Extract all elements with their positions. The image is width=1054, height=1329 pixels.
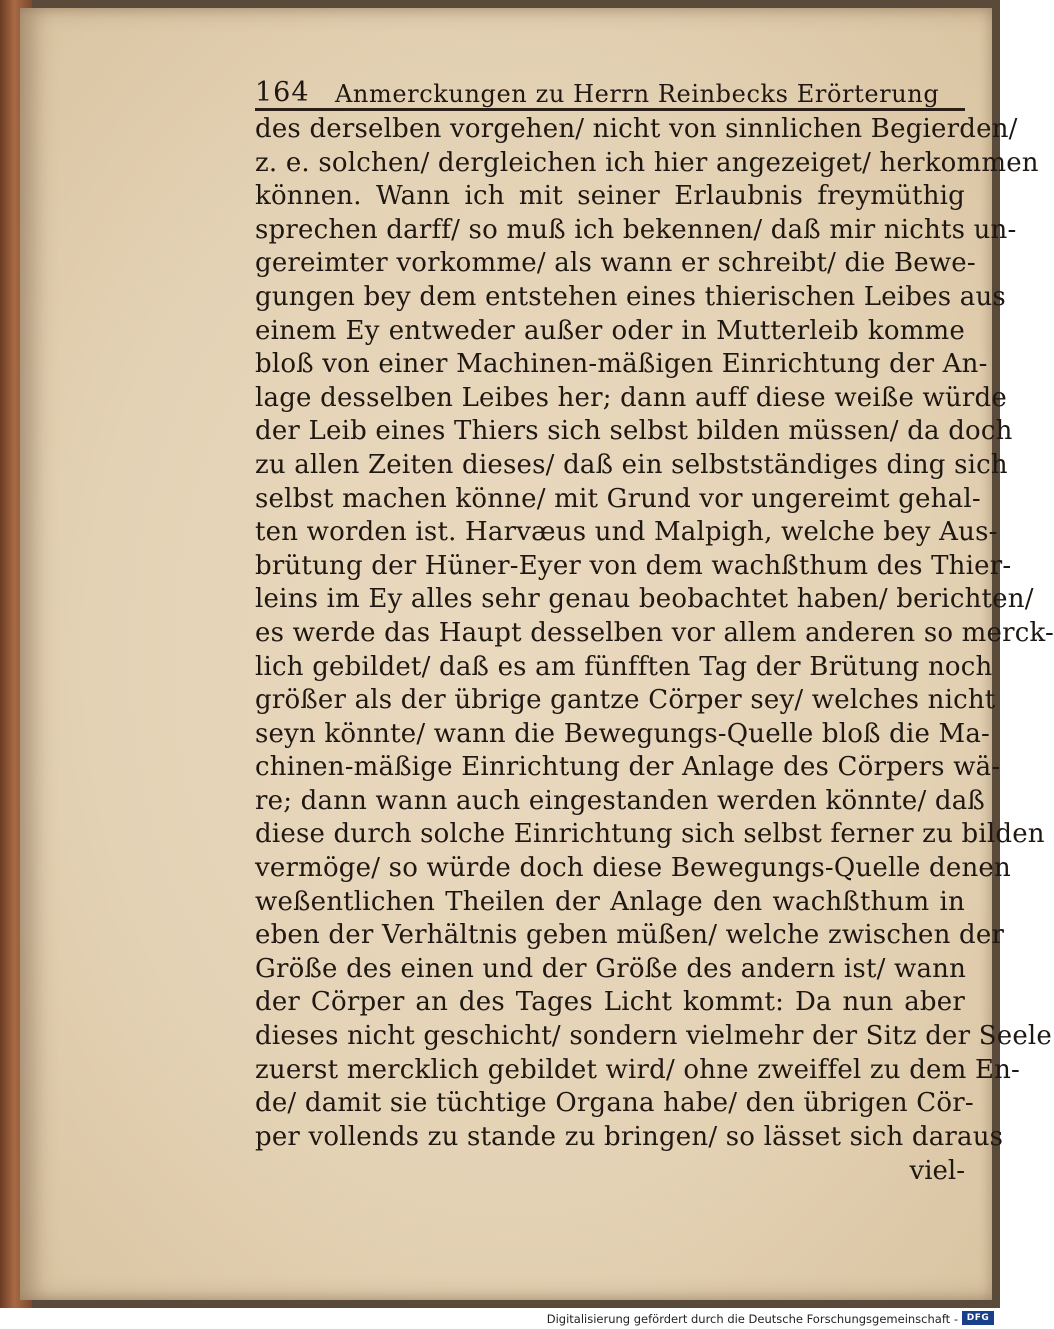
- text-line: des derselben vorgehen/ nicht von sinnlichen Begierden/: [255, 114, 1018, 144]
- text-line: der Cörper an des Tages Licht kommt: Da nun aber: [255, 987, 965, 1018]
- text-line: lich gebildet/ daß es am fünfften Tag der Brütung noch: [255, 651, 993, 682]
- text-line: vermöge/ so würde doch diese Bewegungs-Quelle denen: [255, 853, 1011, 884]
- catchword: viel-: [909, 1156, 965, 1187]
- book-page: [20, 8, 1054, 1300]
- text-line: selbst machen könne/ mit Grund vor ungereimt gehal-: [255, 483, 981, 514]
- text-line: größer als der übrige gantze Cörper sey/ welches nicht: [255, 685, 996, 716]
- text-line: der Leib eines Thiers sich selbst bilden müssen/ da doch: [255, 416, 1013, 447]
- text-line: de/ damit sie tüchtige Organa habe/ den übrigen Cör-: [255, 1088, 974, 1119]
- text-line: per vollends zu stande zu bringen/ so lässet sich daraus: [255, 1121, 1004, 1152]
- text-line: bloß von einer Machinen-mäßigen Einrichtung der An-: [255, 349, 988, 380]
- text-line: zu allen Zeiten dieses/ daß ein selbstständiges ding sich: [255, 449, 1008, 480]
- text-line: gereimter vorkomme/ als wann er schreibt/ die Bewe-: [255, 248, 976, 279]
- text-line: zuerst mercklich gebildet wird/ ohne zweiffel zu dem En-: [255, 1054, 1021, 1085]
- text-line: dieses nicht geschicht/ sondern vielmehr der Sitz der Seele: [255, 1021, 1053, 1052]
- text-line: eben der Verhältnis geben müßen/ welche zwischen der: [255, 920, 1005, 951]
- text-line: seyn könnte/ wann die Bewegungs-Quelle bloß die Ma-: [255, 718, 991, 749]
- text-line: z. e. solchen/ dergleichen ich hier angezeiget/ herkommen: [255, 147, 1039, 178]
- text-line: gungen bey dem entstehen eines thierischen Leibes aus: [255, 281, 1006, 312]
- running-head: Anmerckungen zu Herrn Reinbecks Erörterung: [335, 80, 940, 108]
- dfg-logo: DFG: [962, 1311, 994, 1325]
- text-line: es werde das Haupt desselben vor allem anderen so merck-: [255, 617, 1054, 648]
- text-line: sprechen darff/ so muß ich bekennen/ daß mir nichts un-: [255, 214, 1017, 245]
- page-number: 164: [255, 77, 310, 108]
- text-line: einem Ey entweder außer oder in Mutterleib komme: [255, 315, 965, 346]
- page-header: [255, 68, 965, 111]
- page-text-block: [255, 68, 1054, 1188]
- digitization-footer: [0, 1308, 1000, 1329]
- text-line: können. Wann ich mit seiner Erlaubnis freymüthig: [255, 181, 965, 212]
- funding-credit: Digitalisierung gefördert durch die Deutsche Forschungsgemeinschaft -: [546, 1312, 958, 1326]
- body-text: [255, 113, 1054, 1154]
- text-line: diese durch solche Einrichtung sich selbst ferner zu bilden: [255, 819, 1045, 850]
- text-line: brütung der Hüner-Eyer von dem wachßthum des Thier-: [255, 550, 1012, 581]
- text-line: ten worden ist. Harvæus und Malpigh, welche bey Aus-: [255, 517, 998, 548]
- text-line: re; dann wann auch eingestanden werden könnte/ daß: [255, 785, 986, 816]
- text-line: Größe des einen und der Größe des andern ist/ wann: [255, 953, 967, 984]
- text-line: weßentlichen Theilen der Anlage den wachßthum in: [255, 886, 965, 917]
- text-line: lage desselben Leibes her; dann auff diese weiße würde: [255, 382, 1007, 413]
- text-line: leins im Ey alles sehr genau beobachtet haben/ berichten/: [255, 584, 1034, 615]
- text-line: chinen-mäßige Einrichtung der Anlage des Cörpers wä-: [255, 752, 1001, 783]
